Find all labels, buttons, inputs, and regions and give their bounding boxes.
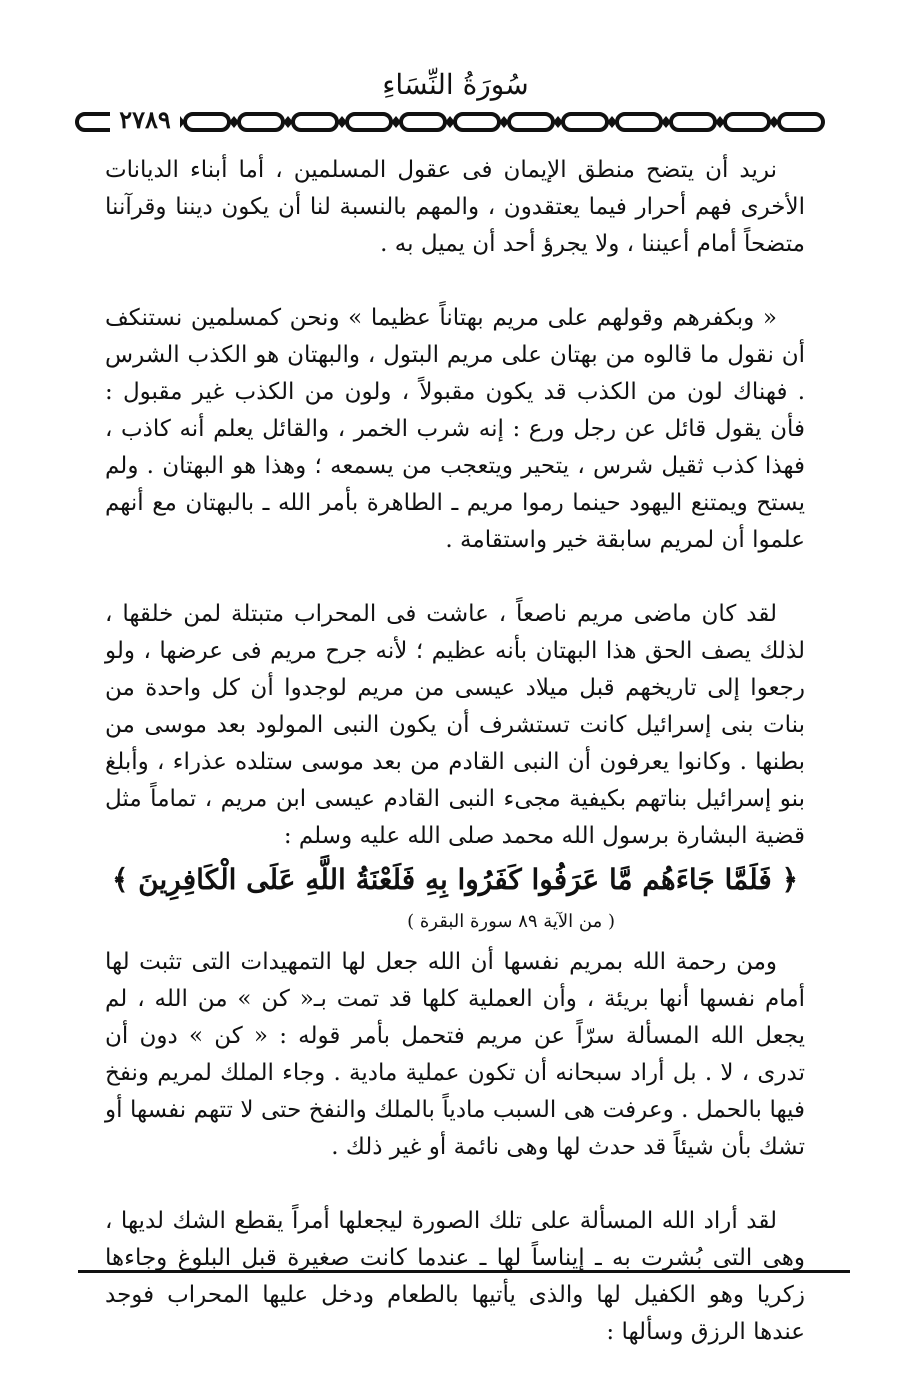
chain-link (455, 114, 499, 130)
paragraph-1: نريد أن يتضح منطق الإيمان فى عقول المسلمين ، أما أبناء الديانات الأخرى فهم أحرار فيما يعتقدون ، والمهم بالنسبة لنا أن يكون ديننا وقرآننا متضحاً أمام أعيننا ، ولا يجرؤ أحد أن يميل به . (105, 157, 805, 257)
verse-citation-text: ( من الآية ٨٩ سورة البقرة ) (407, 911, 615, 932)
footer-rule (78, 1270, 850, 1273)
chain-diamond (337, 116, 347, 128)
chain-diamond (553, 116, 563, 128)
chain-link (293, 114, 337, 130)
chain-diamond (769, 116, 779, 128)
chain-link (671, 114, 715, 130)
chain-diamond (499, 116, 509, 128)
chain-link (401, 114, 445, 130)
chain-diamond (607, 116, 617, 128)
chain-link (563, 114, 607, 130)
chain-link (617, 114, 661, 130)
quran-verse: ﴿ فَلَمَّا جَاءَهُم مَّا عَرَفُوا كَفَرُوا بِهِ فَلَعْنَةُ اللَّهِ عَلَى الْكَافِرِينَ ﴾ (112, 863, 798, 896)
chain-diamond (445, 116, 455, 128)
chain-link (779, 114, 823, 130)
chain-link (725, 114, 769, 130)
chain-ornament-border (72, 108, 830, 136)
surah-title: سُورَةُ النِّسَاءِ (382, 68, 529, 101)
page-number: ٢٧٨٩ (110, 105, 180, 134)
chain-diamond (715, 116, 725, 128)
chain-link (347, 114, 391, 130)
paragraph-2: « وبكفرهم وقولهم على مريم بهتاناً عظيما » ونحن كمسلمين نستنكف أن نقول ما قالوه من بهتان على مريم البتول ، والبهتان هو الكذب الشرس . فهناك لون من الكذب قد يكون مقبولاً ، ولون من الكذب غير مقبول : فأن يقول قائل عن رجل ورع : إنه شرب الخمر ، والقائل يعلم أنه كاذب ، فهذا كذب ثقيل شرس ، يتحير ويتعجب من يسمعه ؛ وهذا هو البهتان . ولم يستح ويمتنع اليهود حينما رموا مريم ـ الطاهرة بأمر الله ـ بالبهتان مع أنهم علموا أن لمريم سابقة خير واستقامة . (105, 305, 805, 553)
paragraph-4: ومن رحمة الله بمريم نفسها أن الله جعل لها التمهيدات التى تثبت لها أمام نفسها أنها بريئة ، وأن العملية كلها قد تمت بـ« كن » من الله ، لم يجعل الله المسألة سرّاً عن مريم فتحمل بأمر قوله : « كن » دون أن تدرى ، لا . بل أراد سبحانه أن تكون عملية مادية . وجاء الملك لمريم ونفخ فيها بالحمل . وعرفت هى السبب مادياً بالملك والنفخ حتى لا تتهم نفسها أو تشك بأن شيئاً قد حدث لها وهى نائمة أو غير ذلك . (105, 949, 805, 1160)
verse-citation (105, 908, 805, 936)
page-body (105, 152, 805, 1388)
chain-diamond (283, 116, 293, 128)
chain-link (239, 114, 283, 130)
chain-diamond (391, 116, 401, 128)
chain-link (509, 114, 553, 130)
chain-diamond (661, 116, 671, 128)
paragraph-5: لقد أراد الله المسألة على تلك الصورة ليجعلها أمراً يقطع الشك لديها ، وهى التى بُشرت به ـ إيناساً لها ـ عندما كانت صغيرة قبل البلوغ وجاءها زكريا وهو الكفيل لها والذى يأتيها بالطعام ودخل عليها المحراب فوجد عندها الرزق وسألها : (105, 1208, 805, 1345)
paragraph-3: لقد كان ماضى مريم ناصعاً ، عاشت فى المحراب متبتلة لمن خلقها ، لذلك يصف الحق هذا البهتان بأنه عظيم ؛ لأنه جرح مريم فى عرضها ، ولو رجعوا إلى تاريخهم قبل ميلاد عيسى من مريم لوجدوا أن كل واحدة من بنات بنى إسرائيل كانت تستشرف أن يكون النبى المولود بعد موسى من بطنها . وكانوا يعرفون أن النبى القادم من بعد موسى ستلده عذراء ، وأبلغ بنو إسرائيل بناتهم بكيفية مجىء النبى القادم عيسى ابن مريم ، تماماً مثل قضية البشارة برسول الله محمد صلى الله عليه وسلم : (105, 601, 805, 849)
chain-link (185, 114, 229, 130)
chain-diamond (229, 116, 239, 128)
